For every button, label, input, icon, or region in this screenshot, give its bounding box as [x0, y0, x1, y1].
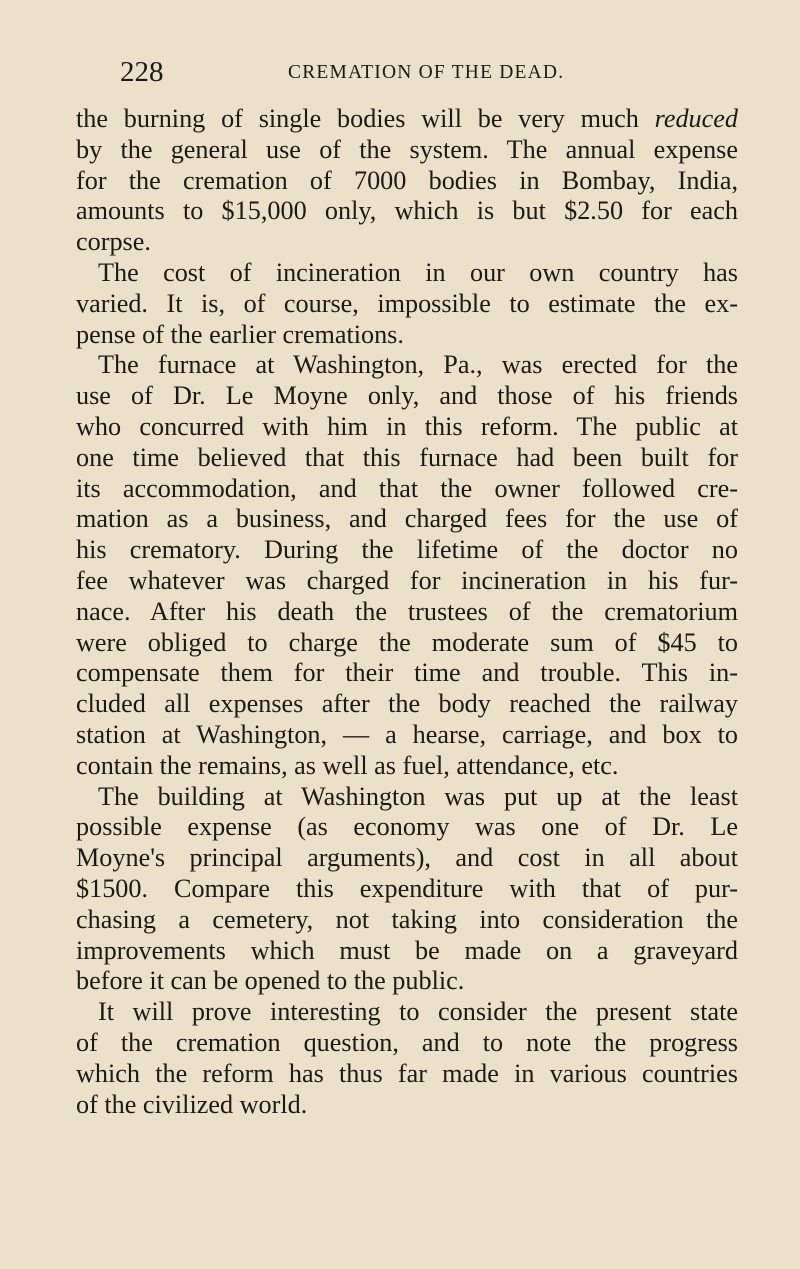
running-head: CREMATION OF THE DEAD. — [288, 62, 565, 83]
text-line: of the civilized world. — [76, 1089, 308, 1119]
text-line: pense of the earlier cremations. — [76, 319, 404, 349]
text-line: his crematory. During the lifetime of the doctor no — [76, 535, 738, 565]
text-line: amounts to $15,000 only, which is but $2.50 for each — [76, 196, 738, 226]
paragraph-first-line: The building at Washington was put up at the least — [98, 781, 738, 811]
paragraph-first-line: The furnace at Washington, Pa., was erected for the — [98, 350, 738, 380]
text-line: by the general use of the system. The annual expense — [76, 134, 738, 164]
text-line — [76, 104, 738, 135]
text-line: were obliged to charge the moderate sum of $45 to — [76, 627, 738, 657]
text-line: one time believed that this furnace had been built for — [76, 442, 738, 472]
text-line: Moyne's principal arguments), and cost in all about — [76, 843, 738, 873]
text-line: contain the remains, as well as fuel, attendance, etc. — [76, 750, 619, 780]
page-number: 228 — [120, 56, 164, 88]
body-text — [76, 104, 738, 1120]
line-text: the burning of single bodies will be very much — [76, 104, 655, 133]
text-line: $1500. Compare this expenditure with that of pur- — [76, 873, 738, 903]
text-line: station at Washington, — a hearse, carriage, and box to — [76, 719, 738, 749]
text-line: possible expense (as economy was one of Dr. Le — [76, 812, 738, 842]
text-line: use of Dr. Le Moyne only, and those of his friends — [76, 381, 738, 411]
text-line: fee whatever was charged for incineration in his fur- — [76, 565, 738, 595]
text-line: compensate them for their time and trouble. This in- — [76, 658, 738, 688]
text-line: who concurred with him in this reform. The public at — [76, 411, 738, 441]
text-line: varied. It is, of course, impossible to estimate the ex- — [76, 288, 738, 318]
text-line: of the cremation question, and to note the progress — [76, 1027, 738, 1057]
text-line: improvements which must be made on a graveyard — [76, 935, 738, 965]
page-header — [120, 52, 666, 92]
text-line: mation as a business, and charged fees for the use of — [76, 504, 738, 534]
text-line: for the cremation of 7000 bodies in Bombay, India, — [76, 165, 738, 195]
text-line: cluded all expenses after the body reached the railway — [76, 689, 738, 719]
text-line: chasing a cemetery, not taking into consideration the — [76, 904, 738, 934]
italic-word: reduced — [654, 104, 738, 133]
text-line: which the reform has thus far made in various countries — [76, 1058, 738, 1088]
text-line: corpse. — [76, 227, 151, 257]
text-line: before it can be opened to the public. — [76, 966, 465, 996]
text-line: nace. After his death the trustees of the crematorium — [76, 596, 738, 626]
paragraph-first-line: The cost of incineration in our own country has — [98, 257, 738, 287]
paragraph-first-line: It will prove interesting to consider the present state — [98, 997, 738, 1027]
text-line: its accommodation, and that the owner followed cre- — [76, 473, 738, 503]
